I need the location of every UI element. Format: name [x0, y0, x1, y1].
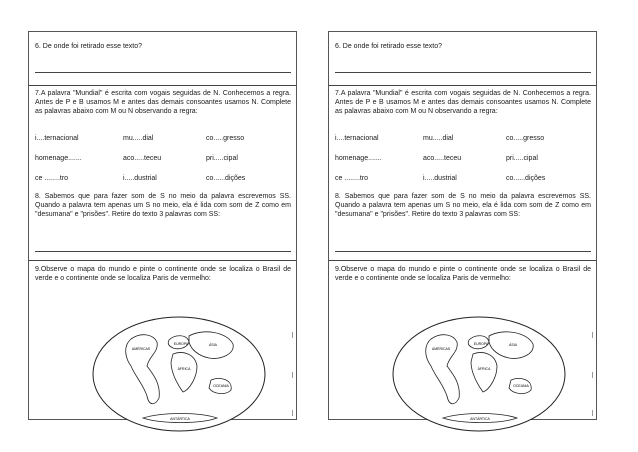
question-7: 7.A palavra "Mundial" é escrita com vogais seguidas de N. Conhecemos a regra. Antes de P e B usamos M e antes das demais consoantes usamos N. Complete as palavras abaixo com M ou N observando a regra: [335, 90, 591, 115]
divider [329, 260, 596, 261]
map-label-americas: AMÉRICAS [131, 347, 151, 351]
scan-mark [592, 332, 593, 338]
word-blank: i....ternacional [335, 135, 379, 142]
question-6: 6. De onde foi retirado esse texto? [35, 43, 143, 50]
question-8: 8. Sabemos que para fazer som de S no meio da palavra escrevemos SS. Quando a palavra tem apenas um S no meio, ela é lida com som de Z como em "desumana" e "prisões". Retire do texto 3 palavras com SS: [35, 193, 291, 218]
scan-mark [292, 410, 293, 416]
map-label-asia: ÁSIA [209, 343, 217, 347]
question-6: 6. De onde foi retirado esse texto? [335, 43, 443, 50]
word-blank: aco.....teceu [123, 155, 162, 162]
answer-line-6 [35, 72, 291, 73]
map-label-americas: AMÉRICAS [431, 347, 451, 351]
world-map[interactable] [91, 314, 267, 434]
answer-line-8 [35, 251, 291, 252]
word-blank: mu.....dial [423, 135, 454, 142]
world-map[interactable] [391, 314, 567, 434]
word-blank: i.....dustrial [123, 175, 157, 182]
map-label-antartica: ANTÁRTICA [470, 417, 490, 421]
scan-mark [292, 332, 293, 338]
word-blank: pri.....cipal [206, 155, 238, 162]
scan-mark [292, 372, 293, 378]
word-blank: mu.....dial [123, 135, 154, 142]
answer-line-8 [335, 251, 591, 252]
worksheet-left [28, 31, 297, 420]
word-blank: co......dições [206, 175, 246, 182]
answer-line-6 [335, 72, 591, 73]
scan-mark [592, 410, 593, 416]
word-blank: ce ........tro [35, 175, 69, 182]
word-blank: co.....gresso [206, 135, 245, 142]
divider [329, 85, 596, 86]
map-label-africa: ÁFRICA [177, 367, 191, 371]
question-7: 7.A palavra "Mundial" é escrita com vogais seguidas de N. Conhecemos a regra. Antes de P e B usamos M e antes das demais consoantes usamos N. Complete as palavras abaixo com M ou N observando a regra: [35, 90, 291, 115]
word-blank: ce ........tro [335, 175, 369, 182]
question-9: 9.Observe o mapa do mundo e pinte o continente onde se localiza o Brasil de verde e o continente onde se localiza Paris de vermelho: [35, 266, 291, 282]
map-label-antartica: ANTÁRTICA [170, 417, 190, 421]
divider [29, 260, 296, 261]
word-blank: pri.....cipal [506, 155, 538, 162]
question-9: 9.Observe o mapa do mundo e pinte o continente onde se localiza o Brasil de verde e o continente onde se localiza Paris de vermelho: [335, 266, 591, 282]
word-blank: co.....gresso [506, 135, 545, 142]
word-blank: homenage....... [35, 155, 82, 162]
map-label-europa: EUROPA [473, 342, 489, 346]
word-blank: aco.....teceu [423, 155, 462, 162]
map-label-africa: ÁFRICA [477, 367, 491, 371]
map-label-oceania: OCEANIA [213, 384, 229, 388]
word-blank: i.....dustrial [423, 175, 457, 182]
word-blank: co......dições [506, 175, 546, 182]
divider [29, 85, 296, 86]
map-label-europa: EUROPA [173, 342, 189, 346]
scan-mark [592, 372, 593, 378]
worksheet-right [328, 31, 597, 420]
map-label-asia: ÁSIA [509, 343, 517, 347]
map-label-oceania: OCEANIA [513, 384, 529, 388]
word-blank: i....ternacional [35, 135, 79, 142]
question-8: 8. Sabemos que para fazer som de S no meio da palavra escrevemos SS. Quando a palavra tem apenas um S no meio, ela é lida com som de Z como em "desumana" e "prisões". Retire do texto 3 palavras com SS: [335, 193, 591, 218]
word-blank: homenage....... [335, 155, 382, 162]
